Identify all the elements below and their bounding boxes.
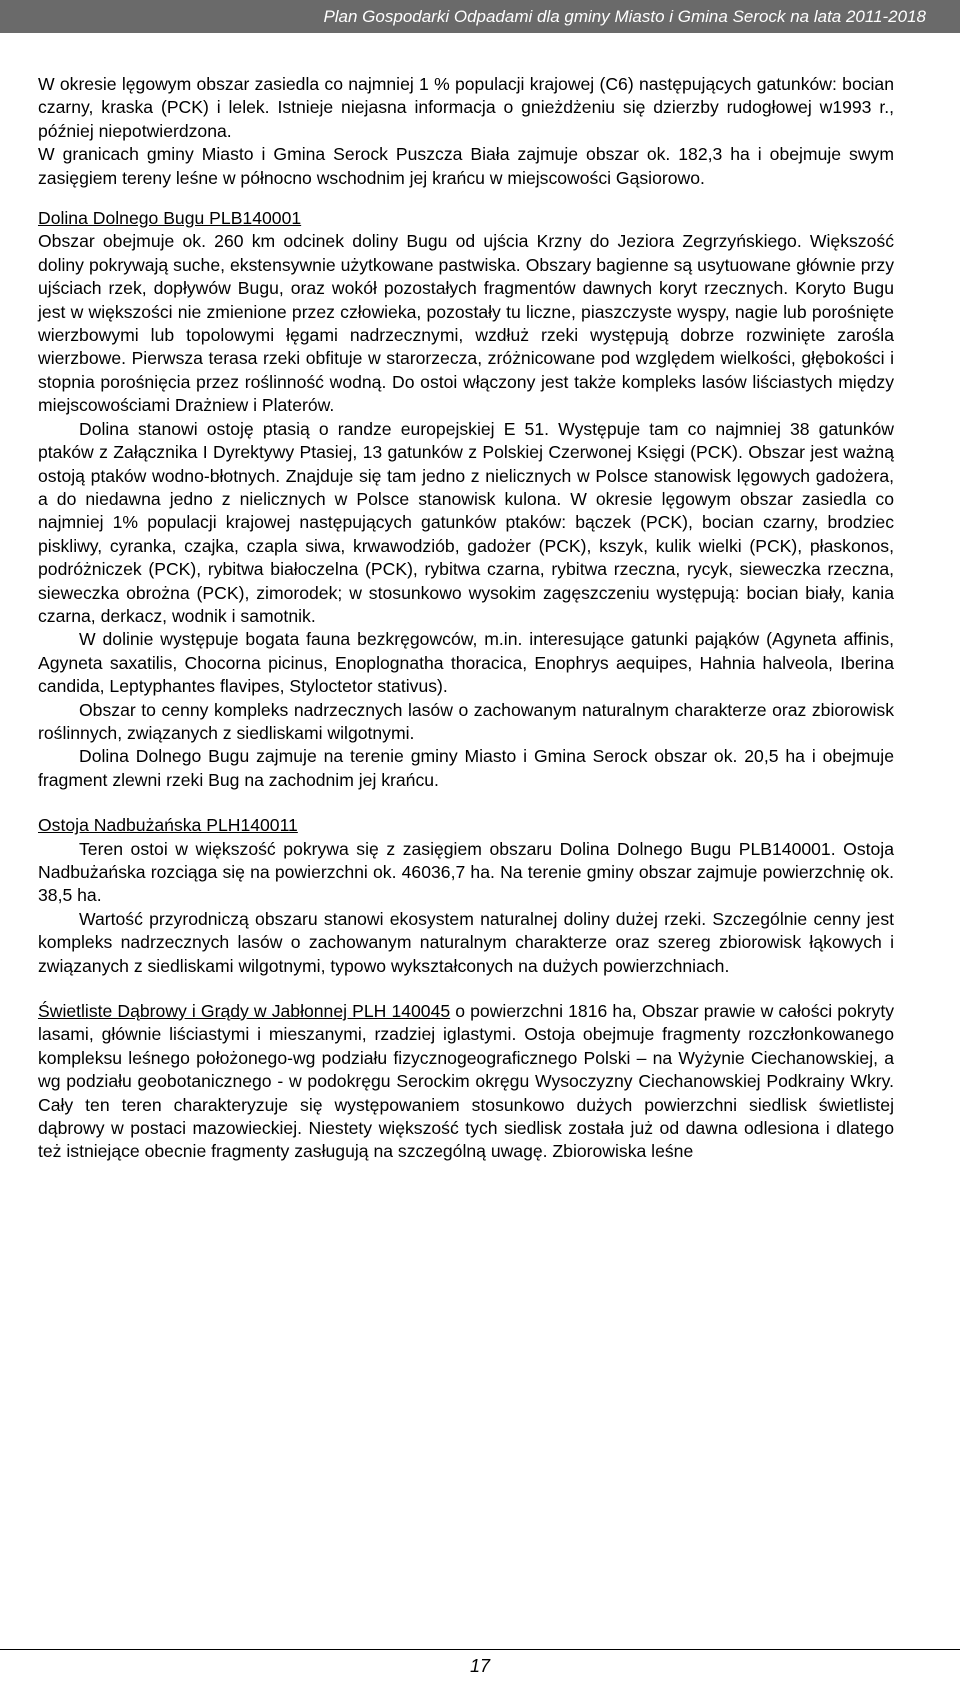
paragraph: Obszar to cenny kompleks nadrzecznych lasów o zachowanym naturalnym charakterze oraz zbiorowisk roślinnych, związanych z siedliskami wilgotnymi. [38,699,894,743]
paragraph: Dolina Dolnego Bugu zajmuje na terenie gminy Miasto i Gmina Serock obszar ok. 20,5 ha i obejmuje fragment zlewni rzeki Bug na zachodnim jej krańcu. [38,746,894,790]
page-number: 17 [469,1656,491,1676]
paragraph: W granicach gminy Miasto i Gmina Serock Puszcza Biała zajmuje obszar ok. 182,3 ha i obejmuje swym zasięgiem tereny leśne w północno wschodnim jej krańcu w miejscowości Gąsiorowo. [38,144,894,188]
paragraph: W okresie lęgowym obszar zasiedla co najmniej 1 % populacji krajowej (C6) następujących gatunków: bocian czarny, kraska (PCK) i lelek. Istnieje niejasna informacja o gnieżdżeniu się dzierzby rudogłowej w1993 r., później niepotwierdzona. [38,74,894,141]
paragraph: Teren ostoi w większość pokrywa się z zasięgiem obszaru Dolina Dolnego Bugu PLB140001. Ostoja Nadbużańska rozciąga się na powierzchni ok. 46036,7 ha. Na terenie gminy obszar zajmuje powierzchnię ok. 38,5 ha. [38,838,894,906]
paragraph: W dolinie występuje bogata fauna bezkręgowców, m.in. interesujące gatunki pająków (Agyneta affinis, Agyneta saxatilis, Chocorna picinus, Enoplognatha thoracica, Enophrys aequipes, Hahnia halveola, Iberina candida, Leptyphantes flavipes, Styloctetor stativus). [38,629,894,697]
footer-divider [0,1649,960,1650]
paragraph: Dolina stanowi ostoję ptasią o randze europejskiej E 51. Występuje tam co najmniej 38 gatunków ptaków z Załącznika I Dyrektywy Ptasiej, 13 gatunków z Polskiej Czerwonej Księgi (PCK). Obszar jest ważną ostoją ptaków wodno-błotnych. Znajduje się tam jedno z nielicznych w Polsce stanowisk lęgowych gadożera, a do niedawna jedno z nielicznych w Polsce stanowisk kulona. W okresie lęgowym obszar zasiedla co najmniej 1% populacji krajowej następujących gatunków ptaków: bączek (PCK), bocian czarny, brodziec piskliwy, cyranka, czajka, czapla siwa, krwawodziób, gadożer (PCK), kszyk, kulik wielki (PCK), płaskonos, podróżniczek (PCK), rybitwa białoczelna (PCK), rybitwa czarna, rybitwa rzeczna, rycyk, sieweczka rzeczna, sieweczka obrożna (PCK), zimorodek; w stosunkowo wysokim zagęszczeniu występują: bocian biały, kania czarna, derkacz, wodnik i samotnik. [38,418,894,626]
paragraph-swietliste: Świetliste Dąbrowy i Grądy w Jabłonnej PLH 140045 o powierzchni 1816 ha, Obszar prawie w całości pokryty lasami, głównie liściastymi i mieszanymi, rzadziej iglastymi. Ostoja obejmuje fragmenty rozczłonkowanego kompleksu leśnego położonego-wg podziału fizycznogeograficznego Polski – na Wyżynie Ciechanowskiej, a wg podziału geobotanicznego - w podokręgu Serockim okręgu Wysoczyzny Ciechanowskiej Podkrainy Wkry. Cały ten teren charakteryzuje się występowaniem stosunkowo dużych powierzchni siedlisk świetlistej dąbrowy w postaci mazowieckiej. Niestety większość tych siedlisk została już od dawna odlesiona i dlatego też istniejące obecnie fragmenty zasługują na szczególną uwagę. Zbiorowiska leśne [38,1001,895,1162]
document-body [38,73,894,1164]
paragraph: Wartość przyrodniczą obszaru stanowi ekosystem naturalnej doliny dużej rzeki. Szczególnie cenny jest kompleks nadrzecznych lasów o zachowanym naturalnym charakterze oraz szereg zbiorowisk łąkowych i związanych z siedliskami wilgotnymi, typowo wykształconych na dużych powierzchniach. [38,908,894,976]
section-title-ostoja: Ostoja Nadbużańska PLH140011 [38,815,298,836]
paragraph: Obszar obejmuje ok. 260 km odcinek doliny Bugu od ujścia Krzny do Jeziora Zegrzyńskiego. Większość doliny pokrywają suche, ekstensywnie użytkowane pastwiska. Obszary bagienne są usytuowane głównie przy ujściach rzek, dopływów Bugu, oraz wokół pozostałych fragmentów dawnych koryt rzecznych. Koryto Bugu jest w większości nie zmienione przez człowieka, pozostały tu liczne, piaszczyste wyspy, nagie lub porośnięte wierzbowymi lub topolowymi łęgami nadrzecznymi, wzdłuż rzeki występują dobrze rozwinięte zarośla wierzbowe. Pierwsza terasa rzeki obfituje w starorzecza, zróżnicowane pod względem wielkości, głębokości i stopnia porośnięcia przez roślinność wodną. Do ostoi włączony jest także kompleks lasów liściastych między miejscowościami Drażniew i Platerów. [38,231,894,416]
section-title-swietliste: Świetliste Dąbrowy i Grądy w Jabłonnej PLH 140045 [38,1001,451,1022]
page-header: Plan Gospodarki Odpadami dla gminy Miasto i Gmina Serock na lata 2011-2018 [0,0,960,33]
section-title-dolina: Dolina Dolnego Bugu PLB140001 [38,208,302,229]
